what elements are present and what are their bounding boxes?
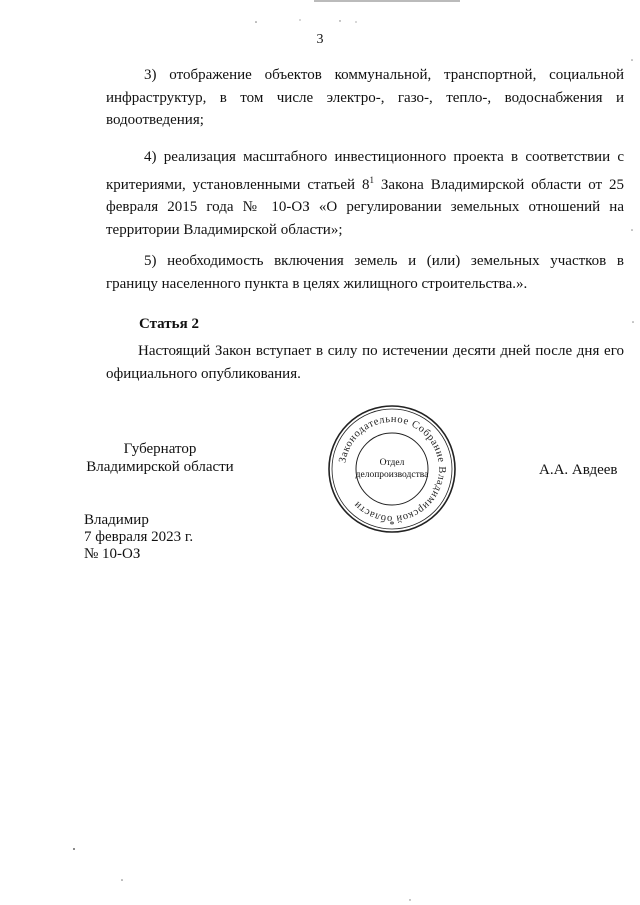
list-item-4 xyxy=(106,146,624,241)
list-item-4-text-b: Закона Владимирской области от 25 февраля 2015 года № 10-ОЗ «О регулировании земельных отношений на территории Владимирской области»; xyxy=(106,176,625,238)
list-item-3 xyxy=(106,64,624,132)
issue-city: Владимир xyxy=(84,512,149,528)
list-item-3-text: 3) отображение объектов коммунальной, транспортной, социальной инфраструктур, в том числе электро-, газо-, тепло-, водоснабжения и водоотведения; xyxy=(106,67,624,128)
superscript-1: 1 xyxy=(369,174,374,185)
seal-center-line2: делопроизводства xyxy=(355,470,429,480)
seal-ring-text: Законодательное Собрание Владимирской области xyxy=(337,413,448,525)
article-body-text: Настоящий Закон вступает в силу по истечении десяти дней после дня его официального опубликования. xyxy=(106,343,624,382)
official-seal xyxy=(327,404,457,534)
seal-center-line1: Отдел xyxy=(379,458,405,468)
article-body xyxy=(106,340,624,385)
seal-center xyxy=(327,404,457,534)
signer-position xyxy=(84,440,236,476)
list-item-4-text-a: 4) реализация масштабного инвестиционного проекта в соответствии с критериями, установленными статьей 8 xyxy=(106,149,624,193)
article-title: Статья 2 xyxy=(139,316,199,332)
place-and-date xyxy=(84,512,193,563)
page-number: 3 xyxy=(316,32,324,47)
seal-star: * xyxy=(389,520,395,531)
law-number: № 10-ОЗ xyxy=(84,546,141,562)
signer-name: А.А. Авдеев xyxy=(539,462,618,478)
list-item-5-text: 5) необходимость включения земель и (или) земельных участков в границу населенного пункта в целях жилищного строительства.». xyxy=(106,253,624,292)
list-item-5 xyxy=(106,250,624,295)
signer-position-line1: Губернатор xyxy=(123,441,197,457)
signer-position-line2: Владимирской области xyxy=(86,459,234,475)
issue-date: 7 февраля 2023 г. xyxy=(84,529,194,545)
